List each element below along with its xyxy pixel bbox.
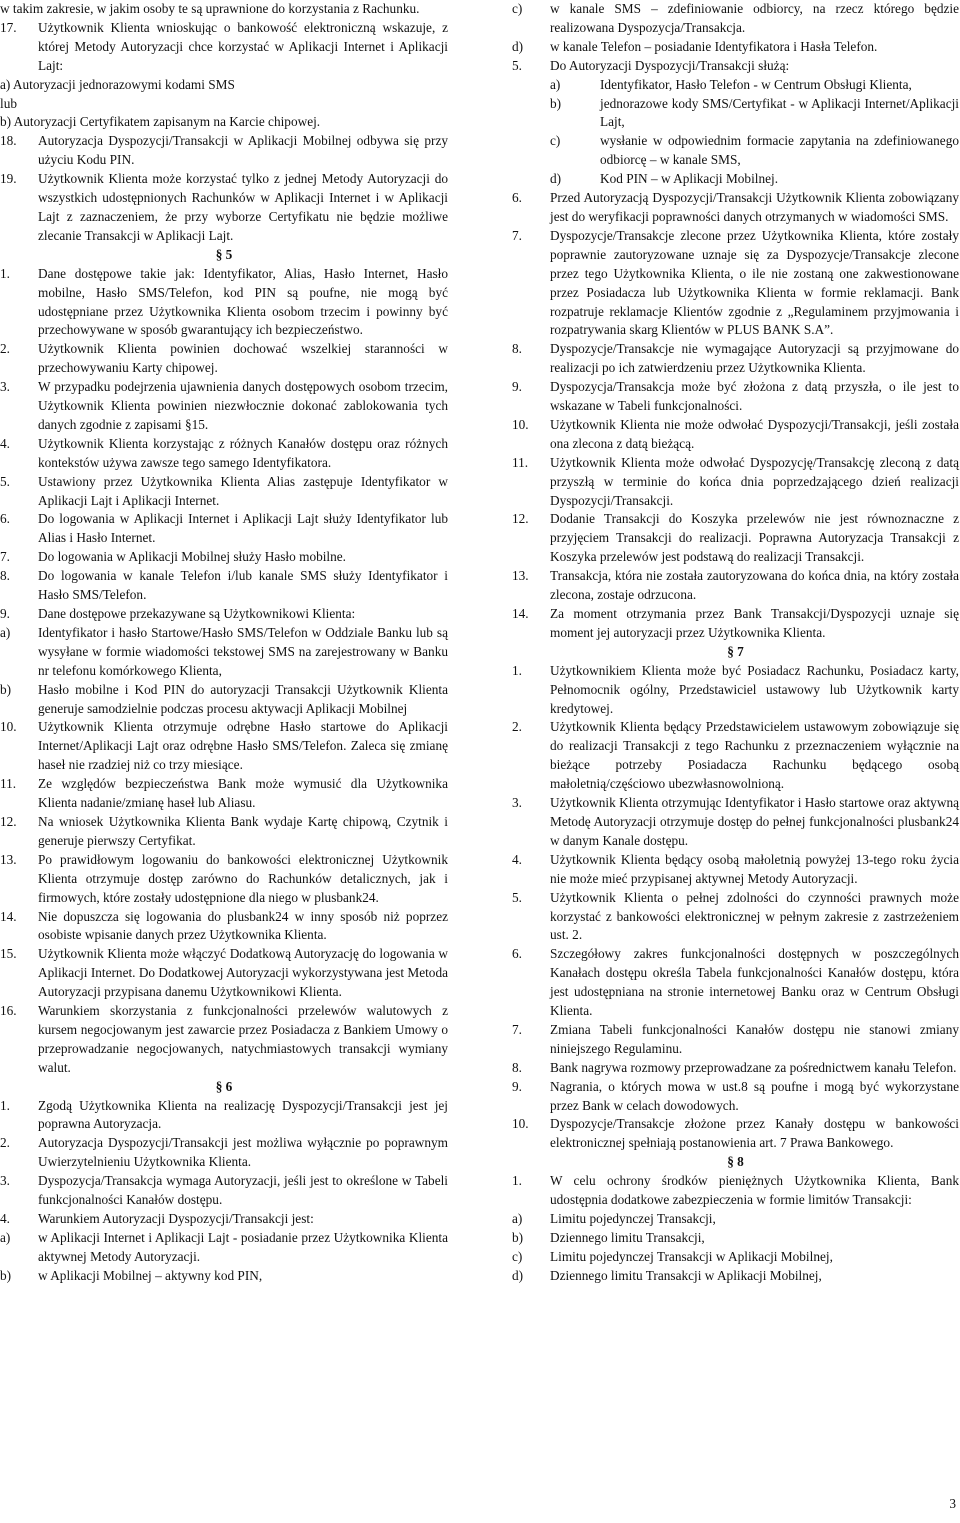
numbered-clause [512, 340, 959, 378]
numbered-clause [512, 718, 959, 794]
clause-text: Użytkownik Klienta otrzymując Identyfikator i Hasło startowe oraz aktywną Metodę Autoryzacji otrzymuje dostęp do pełnej funkcjonalności plusbank24 w danym Kanale dostępu. [550, 795, 959, 848]
numbered-clause [512, 605, 959, 643]
clause-text: Bank nagrywa rozmowy przeprowadzane za pośrednictwem kanału Telefon. [550, 1059, 957, 1075]
sub-clause-letter: b) [0, 1267, 12, 1283]
numbered-clause [0, 19, 448, 76]
sub-clause-letter: b) [550, 95, 562, 111]
paragraph: w takim zakresie, w jakim osoby te są uprawnione do korzystania z Rachunku. [0, 1, 420, 16]
clause-text: Dyspozycje/Transakcje zlecone przez Użytkownika Klienta, które zostały poprawnie zautoryzowane uznaje się za Dyspozycje/Transakcje zlecone przez tego Użytkownika Klienta, o ile nie zostaną one zakwestionowane przez Posiadacza lub Użytkownika Klienta w formie reklamacji. Bank rozpatruje reklamacje Klientów zgodnie z „Regulaminem przyjmowania i rozpatrywania skarg Klientów w PLUS BANK S.A”. [550, 227, 959, 338]
numbered-clause [512, 416, 959, 454]
clause-text: Transakcja, która nie została zautoryzowana do końca dnia, na który została zlecona, zostaje odrzucona. [550, 568, 959, 603]
sub-clause-letter: c) [512, 1248, 523, 1264]
numbered-clause [512, 1115, 959, 1153]
sub-clause-text: Limitu pojedynczej Transakcji, [550, 1211, 716, 1226]
clause-text: Zmiana Tabeli funkcjonalności Kanałów dostępu nie stanowi zmiany niniejszego Regulaminu. [550, 1021, 959, 1056]
sub-clause [512, 1267, 959, 1286]
clause-number: 1. [512, 662, 522, 678]
clause-text: Dyspozycje/Transakcje złożone przez Kanały dostępu w bankowości elektronicznej spełniają postanowienia art. 7 Prawa Bankowego. [550, 1116, 959, 1151]
sub-clause-text: w Aplikacji Mobilnej – aktywny kod PIN, [38, 1267, 263, 1283]
section-heading: § 7 [727, 643, 744, 659]
clause-number: 6. [512, 946, 522, 962]
sub-clause [0, 1229, 448, 1267]
numbered-clause [512, 454, 959, 511]
sub-clause-text: Kod PIN – w Aplikacji Mobilnej. [600, 171, 779, 187]
sub-clause [0, 624, 448, 681]
clause-number: 16. [0, 1003, 17, 1019]
sub-clause-letter: a) [0, 624, 11, 640]
numbered-clause [0, 1134, 448, 1172]
clause-number: 17. [0, 19, 17, 35]
clause-number: 8. [512, 1059, 522, 1075]
clause-text: Do logowania w Aplikacji Internet i Aplikacji Lajt służy Identyfikator lub Alias i Hasło Internet. [38, 511, 448, 546]
numbered-clause [512, 378, 959, 416]
clause-text: Dyspozycja/Transakcja może być złożona z datą przyszła, o ile jest to wskazane w Tabeli funkcjonalności. [550, 379, 959, 414]
clause-number: 2. [0, 341, 10, 357]
clause-text: Dyspozycja/Transakcja wymaga Autoryzacji, jeśli jest to określone w Tabeli funkcjonalności Kanałów dostępu. [38, 1173, 448, 1208]
sub-clause-text: Dziennego limitu Transakcji, [550, 1229, 705, 1245]
sub-clause-letter: c) [550, 133, 561, 149]
clause-text: W przypadku podejrzenia ujawnienia danych dostępowych osobom trzecim, Użytkownik Klienta powinien niezwłocznie dokonać zablokowania tych danych zgodnie z zapisami §15. [38, 379, 448, 432]
sub-clause [0, 681, 448, 719]
numbered-clause [512, 662, 959, 719]
numbered-clause [0, 718, 448, 775]
clause-number: 8. [0, 568, 10, 584]
numbered-clause [512, 794, 959, 851]
sub-clause-text: w kanale Telefon – posiadanie Identyfikatora i Hasła Telefon. [550, 38, 878, 54]
clause-number: 10. [512, 416, 529, 432]
clause-number: 8. [512, 341, 522, 357]
clause-number: 4. [512, 851, 522, 867]
clause-text: Autoryzacja Dyspozycji/Transakcji jest możliwa wyłącznie po poprawnym Uwierzytelnieniu Użytkownika Klienta. [38, 1135, 448, 1170]
sub-clause [550, 95, 959, 133]
numbered-clause [512, 1021, 959, 1059]
numbered-clause [0, 567, 448, 605]
clause-text: Użytkownik Klienta będący osobą małoletnią powyżej 13-tego roku życia nie może mieć przypisanej aktywnej Metody Autoryzacji. [550, 851, 959, 886]
clause-number: 3. [512, 795, 522, 811]
numbered-clause [512, 57, 959, 76]
clause-number: 9. [512, 1078, 522, 1094]
clause-text: Ustawiony przez Użytkownika Klienta Alias zastępuje Identyfikator w Aplikacji Lajt i Aplikacji Internet. [38, 473, 448, 508]
clause-number: 12. [0, 813, 17, 829]
sub-clause [550, 132, 959, 170]
clause-text: Do Autoryzacji Dyspozycji/Transakcji służą: [550, 57, 790, 73]
clause-number: 3. [0, 379, 10, 395]
clause-text: Dodanie Transakcji do Koszyka przelewów nie jest równoznaczne z przyjęciem Transakcji do realizacji. Poprawna Autoryzacja Transakcji z Koszyka przelewów jest podstawą do realizacji Transakcji. [550, 511, 959, 565]
clause-text: Przed Autoryzacją Dyspozycji/Transakcji Użytkownik Klienta zobowiązany jest do weryfikacji poprawności danych otrzymanych w wiadomości SMS. [550, 190, 959, 224]
sub-clause [550, 170, 959, 189]
clause-text: Użytkownik Klienta o pełnej zdolności do czynności prawnych może korzystać z bankowości elektronicznej w pełnym zakresie z zastrzeżeniem ust. 2. [550, 889, 959, 943]
clause-text: Użytkownik Klienta wnioskując o bankowość elektroniczną wskazuje, z której Metody Autoryzacji chce korzystać w Aplikacji Internet i Aplikacji Lajt: [38, 19, 448, 73]
sub-clause-text: wysłanie w odpowiednim formacie zapytania na zdefiniowanego odbiorcę – w kanale SMS, [600, 133, 959, 168]
sub-clause-letter: b) [0, 681, 12, 697]
section-heading: § 8 [727, 1154, 744, 1170]
sub-clause [512, 0, 959, 38]
clause-text: Dane dostępowe takie jak: Identyfikator, Alias, Hasło Internet, Hasło mobilne, Hasło SMS/Telefon, kod PIN są poufne, nie mogą być udostępniane przez Użytkownika Klienta osobom trzecim i powinny być przechowywane w sposób gwarantujący ich bezpieczeństwo. [38, 265, 448, 338]
numbered-clause [0, 378, 448, 435]
numbered-clause [0, 945, 448, 1002]
numbered-clause [0, 1002, 448, 1078]
numbered-clause [512, 1059, 959, 1078]
clause-number: 9. [0, 606, 10, 621]
clause-number: 14. [0, 908, 17, 924]
clause-number: 13. [512, 568, 529, 584]
numbered-clause [512, 567, 959, 605]
right-column [512, 0, 959, 1286]
clause-text: Użytkownik Klienta będący Przedstawicielem ustawowym zobowiązuje się do realizacji Transakcji z tego Rachunku z przeznaczeniem wyłącznie na bieżące potrzeby Posiadacza Rachunku będącego osobą małoletnią/częściowo ubezwłasnowolnioną. [550, 719, 959, 792]
numbered-clause [0, 548, 448, 567]
clause-text: W celu ochrony środków pieniężnych Użytkownika Klienta, Bank udostępnia dodatkowe zabezpieczenia w formie limitów Transakcji: [550, 1173, 959, 1208]
clause-text: Warunkiem skorzystania z funkcjonalności przelewów walutowych z kursem negocjowanym jest zawarcie przez Posiadacza z Bankiem Umowy o przeprowadzanie negocjowanych, natychmiastowych transakcji wymiany walut. [38, 1003, 448, 1075]
clause-number: 4. [0, 435, 10, 451]
sub-clause [512, 1248, 959, 1267]
numbered-clause [512, 510, 959, 567]
sub-clause [512, 1210, 959, 1229]
numbered-clause [512, 227, 959, 340]
clause-text: Do logowania w kanale Telefon i/lub kanale SMS służy Identyfikator i Hasło SMS/Telefon. [38, 568, 448, 603]
section-heading: § 5 [215, 246, 233, 262]
clause-text: Do logowania w Aplikacji Mobilnej służy Hasło mobilne. [38, 549, 347, 565]
sub-clause-letter: d) [550, 171, 562, 187]
clause-number: 7. [512, 1021, 522, 1037]
sub-clause-text: Dziennego limitu Transakcji w Aplikacji Mobilnej, [550, 1267, 822, 1283]
numbered-clause [0, 510, 448, 548]
clause-text: Użytkownik Klienta nie może odwołać Dyspozycji/Transakcji, jeśli została ona zlecona z datą bieżącą. [550, 416, 959, 451]
numbered-clause [0, 435, 448, 473]
clause-text: Dane dostępowe przekazywane są Użytkownikowi Klienta: [38, 606, 356, 621]
clause-number: 19. [0, 171, 17, 187]
paragraph: b) Autoryzacji Certyfikatem zapisanym na Karcie chipowej. [0, 114, 321, 130]
numbered-clause [0, 1210, 448, 1229]
section-heading: § 6 [215, 1078, 233, 1094]
clause-number: 2. [0, 1135, 10, 1151]
clause-text: Użytkownikiem Klienta może być Posiadacz Rachunku, Posiadacz karty, Pełnomocnik ogólny, Przedstawiciel ustawowy lub Użytkownik karty kredytowej. [550, 662, 959, 716]
left-column [0, 0, 448, 1286]
numbered-clause [0, 1172, 448, 1210]
sub-clause-text: jednorazowe kody SMS/Certyfikat - w Aplikacji Internet/Aplikacji Lajt, [600, 95, 959, 130]
sub-clause-letter: a) [0, 1229, 11, 1245]
numbered-clause [0, 813, 448, 851]
sub-clause [550, 76, 959, 95]
numbered-clause [512, 889, 959, 946]
clause-number: 5. [512, 57, 522, 73]
sub-clause [0, 1267, 448, 1286]
clause-text: Na wniosek Użytkownika Klienta Bank wydaje Kartę chipową, Czytnik i generuje pierwszy Certyfikat. [38, 813, 448, 848]
sub-clause-letter: a) [550, 76, 561, 92]
sub-clause-text: w Aplikacji Internet i Aplikacji Lajt - posiadanie przez Użytkownika Klienta aktywnej Metody Autoryzacji. [38, 1229, 448, 1264]
clause-text: Warunkiem Autoryzacji Dyspozycji/Transakcji jest: [38, 1211, 314, 1226]
numbered-clause [0, 908, 448, 946]
numbered-clause [512, 189, 959, 227]
clause-number: 14. [512, 606, 529, 621]
numbered-clause [0, 473, 448, 511]
clause-number: 4. [0, 1211, 10, 1226]
sub-clause-letter: b) [512, 1229, 524, 1245]
clause-text: Autoryzacja Dyspozycji/Transakcji w Aplikacji Mobilnej odbywa się przy użyciu Kodu PIN. [38, 133, 448, 168]
clause-text: Użytkownik Klienta korzystając z różnych Kanałów dostępu oraz różnych kontekstów używa zawsze tego samego Identyfikatora. [38, 435, 448, 470]
sub-clause-text: w kanale SMS – zdefiniowanie odbiorcy, na rzecz którego będzie realizowana Dyspozycja/Transakcja. [550, 1, 959, 35]
sub-clause [512, 38, 959, 57]
clause-number: 7. [512, 227, 522, 243]
clause-number: 2. [512, 719, 522, 735]
numbered-clause [0, 605, 448, 624]
clause-text: Za moment otrzymania przez Bank Transakcji/Dyspozycji uznaje się moment jej autoryzacji przez Użytkownika Klienta. [550, 606, 959, 640]
clause-number: 6. [512, 190, 522, 206]
clause-text: Nie dopuszcza się logowania do plusbank24 w inny sposób niż poprzez osobiste wpisanie danych przez Użytkownika Klienta. [38, 908, 448, 943]
clause-number: 15. [0, 946, 17, 962]
sub-clause [512, 1229, 959, 1248]
clause-number: 9. [512, 379, 522, 395]
clause-number: 1. [0, 265, 10, 281]
numbered-clause [0, 265, 448, 341]
clause-number: 10. [0, 719, 17, 735]
clause-number: 13. [0, 851, 17, 867]
sub-clause-text: Limitu pojedynczej Transakcji w Aplikacji Mobilnej, [550, 1248, 833, 1264]
clause-text: Użytkownik Klienta otrzymuje odrębne Hasło startowe do Aplikacji Internet/Aplikacji Lajt oraz odrębne Hasło SMS/Telefon. Zaleca się zmianę haseł nie rzadziej niż co trzy miesiące. [38, 719, 448, 773]
clause-text: Zgodą Użytkownika Klienta na realizację Dyspozycji/Transakcji jest jej poprawna Autoryzacja. [38, 1097, 448, 1132]
clause-number: 3. [0, 1173, 10, 1189]
clause-text: Po prawidłowym logowaniu do bankowości elektronicznej Użytkownik Klienta otrzymuje dostęp zarówno do Rachunków detalicznych, jak i firmowych, które zostały udostępnione dla niego w plusbank24. [38, 851, 448, 905]
clause-number: 1. [512, 1173, 522, 1189]
clause-text: Dyspozycje/Transakcje nie wymagające Autoryzacji są przyjmowane do realizacji po ich zatwierdzeniu przez Użytkownika Klienta. [550, 341, 959, 376]
numbered-clause [0, 1097, 448, 1135]
clause-number: 11. [512, 454, 529, 470]
numbered-clause [512, 945, 959, 1021]
numbered-clause [0, 340, 448, 378]
numbered-clause [0, 775, 448, 813]
numbered-clause [512, 1078, 959, 1116]
clause-number: 5. [0, 473, 10, 489]
sub-clause-letter: d) [512, 38, 524, 54]
paragraph: a) Autoryzacji jednorazowymi kodami SMS [0, 76, 235, 92]
numbered-clause [512, 1172, 959, 1210]
sub-clause-text: Identyfikator, Hasło Telefon - w Centrum Obsługi Klienta, [600, 76, 912, 92]
sub-clause-text: Identyfikator i hasło Startowe/Hasło SMS/Telefon w Oddziale Banku lub są wysyłane w formie wiadomości tekstowej SMS na zarejestrowany w Banku nr telefonu komórkowego Klienta, [38, 624, 448, 678]
clause-text: Użytkownik Klienta może włączyć Dodatkową Autoryzację do logowania w Aplikacji Internet. Do Dodatkowej Autoryzacji wykorzystywana jest Metoda Autoryzacji przypisana danemu Użytkownikowi Klienta. [38, 946, 448, 1000]
numbered-clause [0, 851, 448, 908]
clause-number: 1. [0, 1097, 10, 1113]
clause-number: 6. [0, 511, 10, 527]
sub-clause-letter: d) [512, 1267, 524, 1283]
clause-text: Ze względów bezpieczeństwa Bank może wymusić dla Użytkownika Klienta nadanie/zmianę haseł lub Aliasu. [38, 776, 448, 811]
clause-number: 12. [512, 511, 529, 527]
clause-number: 5. [512, 889, 522, 905]
clause-number: 18. [0, 133, 17, 149]
sub-clause-letter: c) [512, 1, 523, 16]
clause-text: Użytkownik Klienta może odwołać Dyspozycję/Transakcję zleconą z datą przyszłą w terminie do końca dnia poprzedzającego dzień realizacji Dyspozycji/Transakcji. [550, 454, 959, 508]
clause-text: Nagrania, o których mowa w ust.8 są poufne i mogą być wykorzystane przez Bank w celach dowodowych. [550, 1078, 959, 1113]
numbered-clause [0, 132, 448, 170]
clause-text: Użytkownik Klienta powinien dochować wszelkiej staranności w przechowywaniu Karty chipowej. [38, 341, 448, 376]
sub-clause-letter: a) [512, 1211, 523, 1226]
sub-clause-text: Hasło mobilne i Kod PIN do autoryzacji Transakcji Użytkownik Klienta generuje samodzielnie podczas procesu aktywacji Aplikacji Mobilnej [38, 681, 448, 716]
page-number: 3 [949, 1496, 956, 1511]
clause-number: 11. [0, 776, 17, 792]
clause-text: Użytkownik Klienta może korzystać tylko z jednej Metody Autoryzacji do wszystkich udostępnionych Rachunków w Aplikacji Internet i w Aplikacji Lajt z zaznaczeniem, że przy wyborze Certyfikatu nie będzie możliwe zlecanie Transakcji w Aplikacji Lajt. [38, 171, 448, 243]
numbered-clause [512, 851, 959, 889]
paragraph: lub [0, 95, 17, 111]
clause-number: 10. [512, 1116, 529, 1132]
clause-number: 7. [0, 549, 10, 565]
clause-text: Szczegółowy zakres funkcjonalności dostępnych w poszczególnych Kanałach dostępu określa Tabela funkcjonalności Kanałów dostępu, która jest udostępniana na stronie internetowej Banku oraz w Centrum Obsługi Klienta. [550, 946, 959, 1019]
numbered-clause [0, 170, 448, 246]
